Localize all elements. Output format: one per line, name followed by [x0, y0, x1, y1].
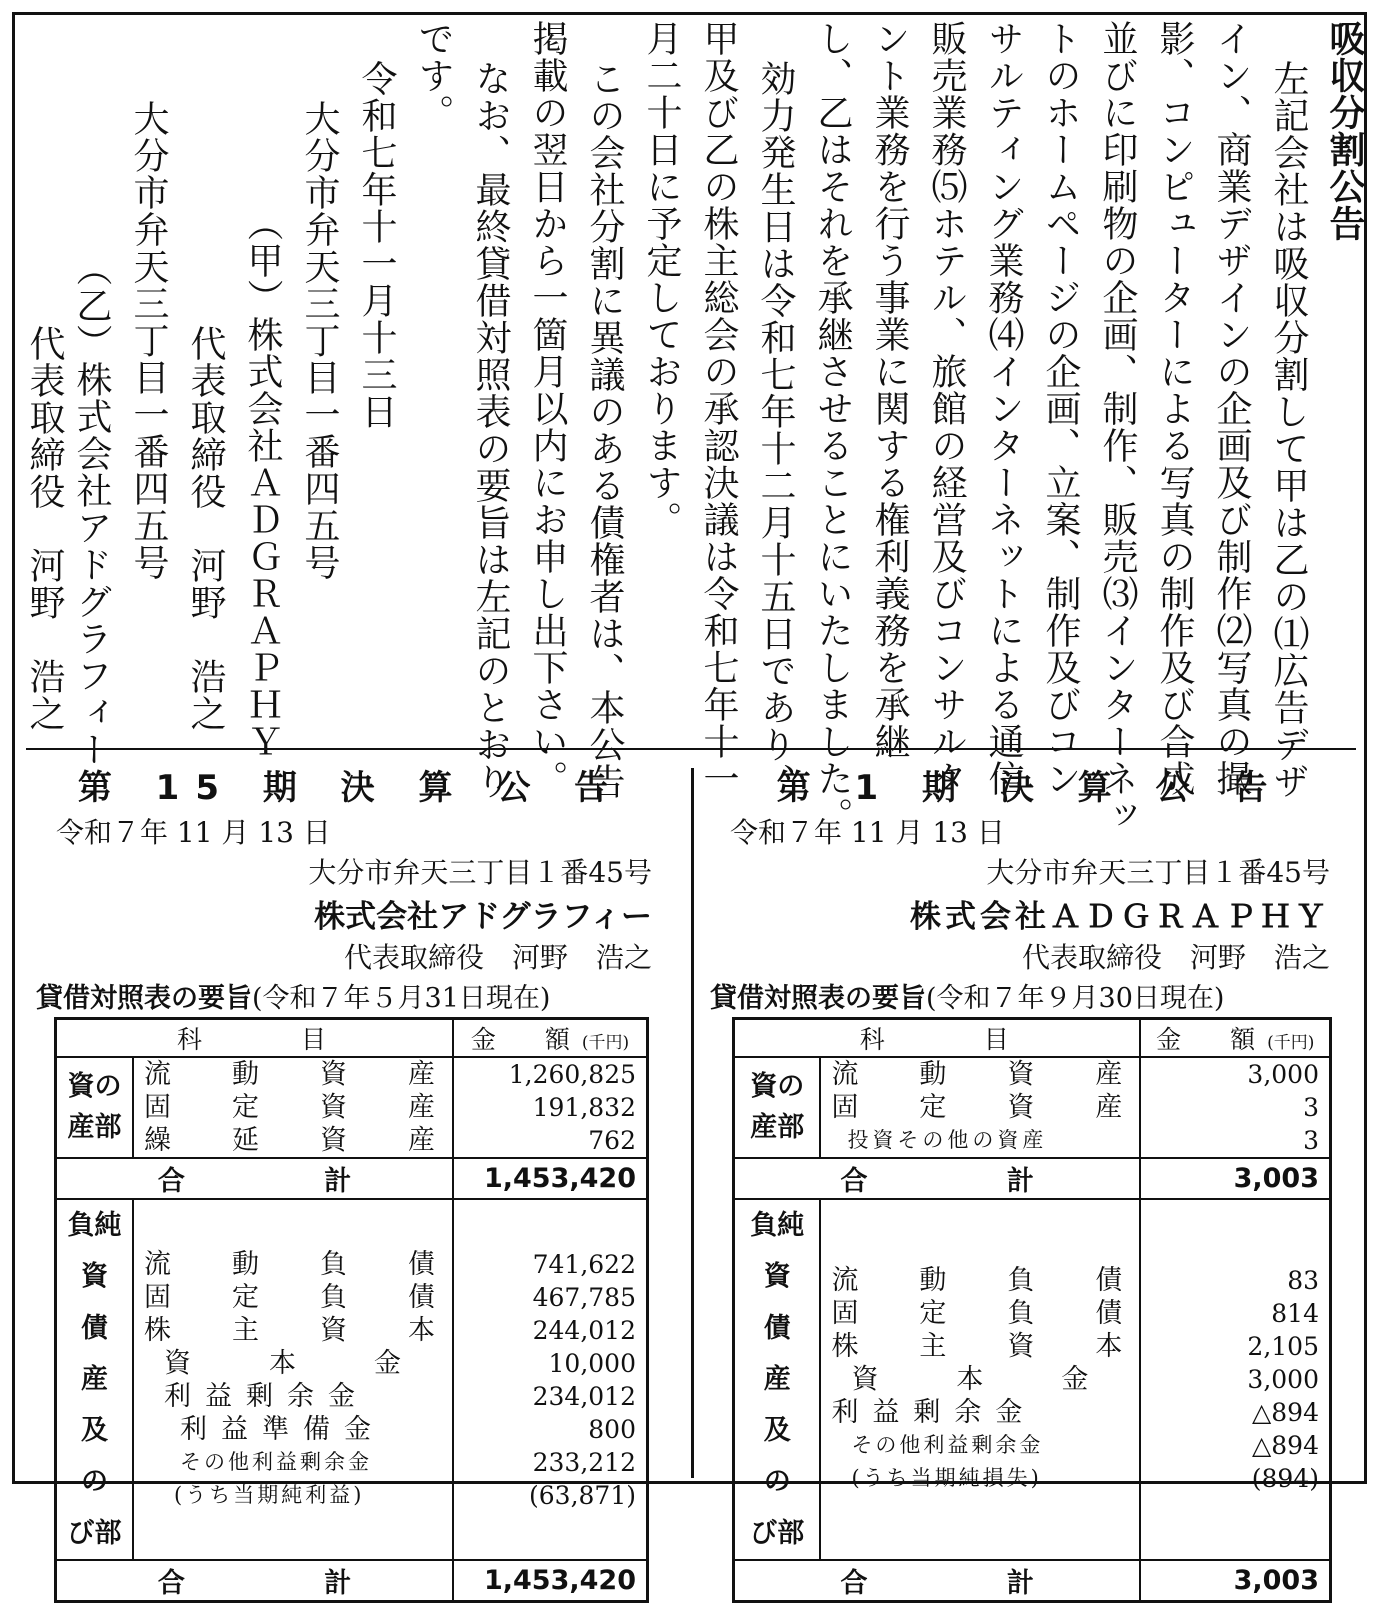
left-balance-sheet [54, 1017, 649, 1603]
right-liabilities-values: 83 814 2,105 3,000 △894 △894 (894) [1140, 1199, 1330, 1560]
notice-rep-b: 代表取締役 河野 浩之 [24, 325, 65, 732]
right-statement-date: 令和７年 11 月 13 日 [730, 816, 1005, 849]
notice-date: 令和七年十一月十三日 [356, 60, 397, 430]
notice-line-10: 効力発生日は令和七年十二月十五日であり、 [755, 60, 796, 800]
right-balance-sheet-heading [710, 976, 1350, 1015]
right-assets-total: 3,003 [1140, 1158, 1330, 1199]
left-statement-address: 大分市弁天三丁目１番45号 [308, 856, 652, 889]
right-balance-sheet [732, 1017, 1332, 1603]
vertical-divider [691, 768, 694, 1478]
notice-address-a: 大分市弁天三丁目一番四五号 [299, 100, 340, 581]
left-statement-title: 第 15 期 決 算 公 告 [77, 768, 625, 808]
notice-address-b: 大分市弁天三丁目一番四五号 [128, 100, 169, 581]
left-col-amount: 金 額(千円) [453, 1019, 647, 1058]
right-statement-company: 株式会社ＡＤＧＲＡＰＨＹ [910, 899, 1330, 935]
notice-line-3: 影、コンピューターによる写真の制作及び合成 [1154, 20, 1195, 797]
right-liabilities-total: 3,003 [1140, 1560, 1330, 1602]
right-statement-representative: 代表取締役 河野 浩之 [1021, 941, 1330, 974]
left-heading-date: (令和７年５月31日現在) [252, 983, 551, 1014]
notice-line-9: し、乙はそれを承継させることにいたしました。 [812, 20, 853, 834]
left-liabilities-values: 741,622 467,785 244,012 10,000 234,012 800 233,212 (63,871) [453, 1199, 647, 1560]
notice-line-4: 並びに印刷物の企画、制作、販売⑶インターネッ [1097, 20, 1138, 834]
left-liabilities-label: 負純 資 債 産 及 の び部 [56, 1199, 134, 1560]
right-col-amount: 金 額(千円) [1140, 1019, 1330, 1058]
left-assets-total: 1,453,420 [453, 1158, 647, 1199]
notice-rep-a: 代表取締役 河野 浩之 [185, 325, 226, 732]
notice-line-5: トのホームページの企画、立案、制作及びコン [1040, 20, 1081, 797]
right-statement [710, 760, 1350, 1603]
notice-line-1: 左記会社は吸収分割して甲は乙の⑴広告デザ [1268, 60, 1309, 800]
notice-line-7: 販売業務⑸ホテル、旅館の経営及びコンサルタ [926, 20, 967, 797]
left-assets-values: 1,260,825 191,832 762 [508, 1060, 636, 1155]
right-liabilities-label: 負純 資 債 産 及 の び部 [734, 1199, 821, 1560]
left-statement [36, 760, 666, 1603]
notice-line-16: です。 [413, 20, 454, 131]
notice-line-14: 掲載の翌日から一箇月以内にお申し出下さい。 [527, 20, 568, 797]
left-balance-sheet-heading [36, 976, 666, 1015]
notice-line-15: なお、最終貸借対照表の要旨は左記のとおり [470, 60, 511, 800]
right-liabilities-total-label: 合 計 [734, 1560, 1141, 1602]
right-heading-bold: 貸借対照表の要旨 [710, 983, 926, 1014]
notice-line-2: イン、商業デザインの企画及び制作⑵写真の撮 [1211, 20, 1252, 797]
left-assets-label: 資の 産部 [56, 1057, 134, 1158]
right-liabilities-items: 流 動 負 債 固 定 負 債 株 主 資 本 資 本 金 利益剰余金 その他利益剰余金 (うち当期純損失) [820, 1199, 1140, 1560]
left-heading-bold: 貸借対照表の要旨 [36, 983, 252, 1014]
notice-title: 吸収分割公告 [1324, 20, 1365, 242]
left-col-subject: 科 目 [56, 1019, 454, 1058]
right-assets-items: 流 動 資 産 固 定 資 産 投資その他の資産 [820, 1057, 1140, 1158]
right-assets-values: 3,000 3 3 [1247, 1060, 1319, 1155]
right-statement-title: 第 1 期 決 算 公 告 [776, 768, 1284, 808]
right-assets-label: 資の 産部 [734, 1057, 821, 1158]
notice-line-11: 甲及び乙の株主総会の承認決議は令和七年十一 [698, 20, 739, 797]
left-liabilities-total: 1,453,420 [453, 1560, 647, 1602]
notice-line-12: 月二十日に予定しております。 [641, 20, 682, 538]
left-liabilities-items: 流 動 負 債 固 定 負 債 株 主 資 本 資 本 金 利益剰余金 利益準備金 その他利益剰余金 (うち当期純利益) [133, 1199, 453, 1560]
notice-line-8: ント業務を行う事業に関する権利義務を承継 [869, 20, 910, 760]
notice-line-13: この会社分割に異議のある債権者は、本公告 [584, 60, 625, 800]
left-liabilities-total-label: 合 計 [56, 1560, 454, 1602]
right-heading-date: (令和７年９月30日現在) [926, 983, 1225, 1014]
notice-company-b: （乙）株式会社アドグラフィー [71, 250, 112, 768]
notice-company-a: （甲）株式会社ＡＤＧＲＡＰＨＹ [242, 205, 283, 760]
left-statement-representative: 代表取締役 河野 浩之 [343, 941, 652, 974]
left-assets-total-label: 合 計 [56, 1158, 454, 1199]
right-col-subject: 科 目 [734, 1019, 1141, 1058]
right-statement-address: 大分市弁天三丁目１番45号 [986, 856, 1330, 889]
left-statement-date: 令和７年 11 月 13 日 [56, 816, 331, 849]
right-assets-total-label: 合 計 [734, 1158, 1141, 1199]
left-statement-company: 株式会社アドグラフィー [314, 899, 652, 935]
notice-line-6: サルティング業務⑷インターネットによる通信 [983, 20, 1024, 797]
left-assets-items: 流 動 資 産 固 定 資 産 繰 延 資 産 [133, 1057, 453, 1158]
